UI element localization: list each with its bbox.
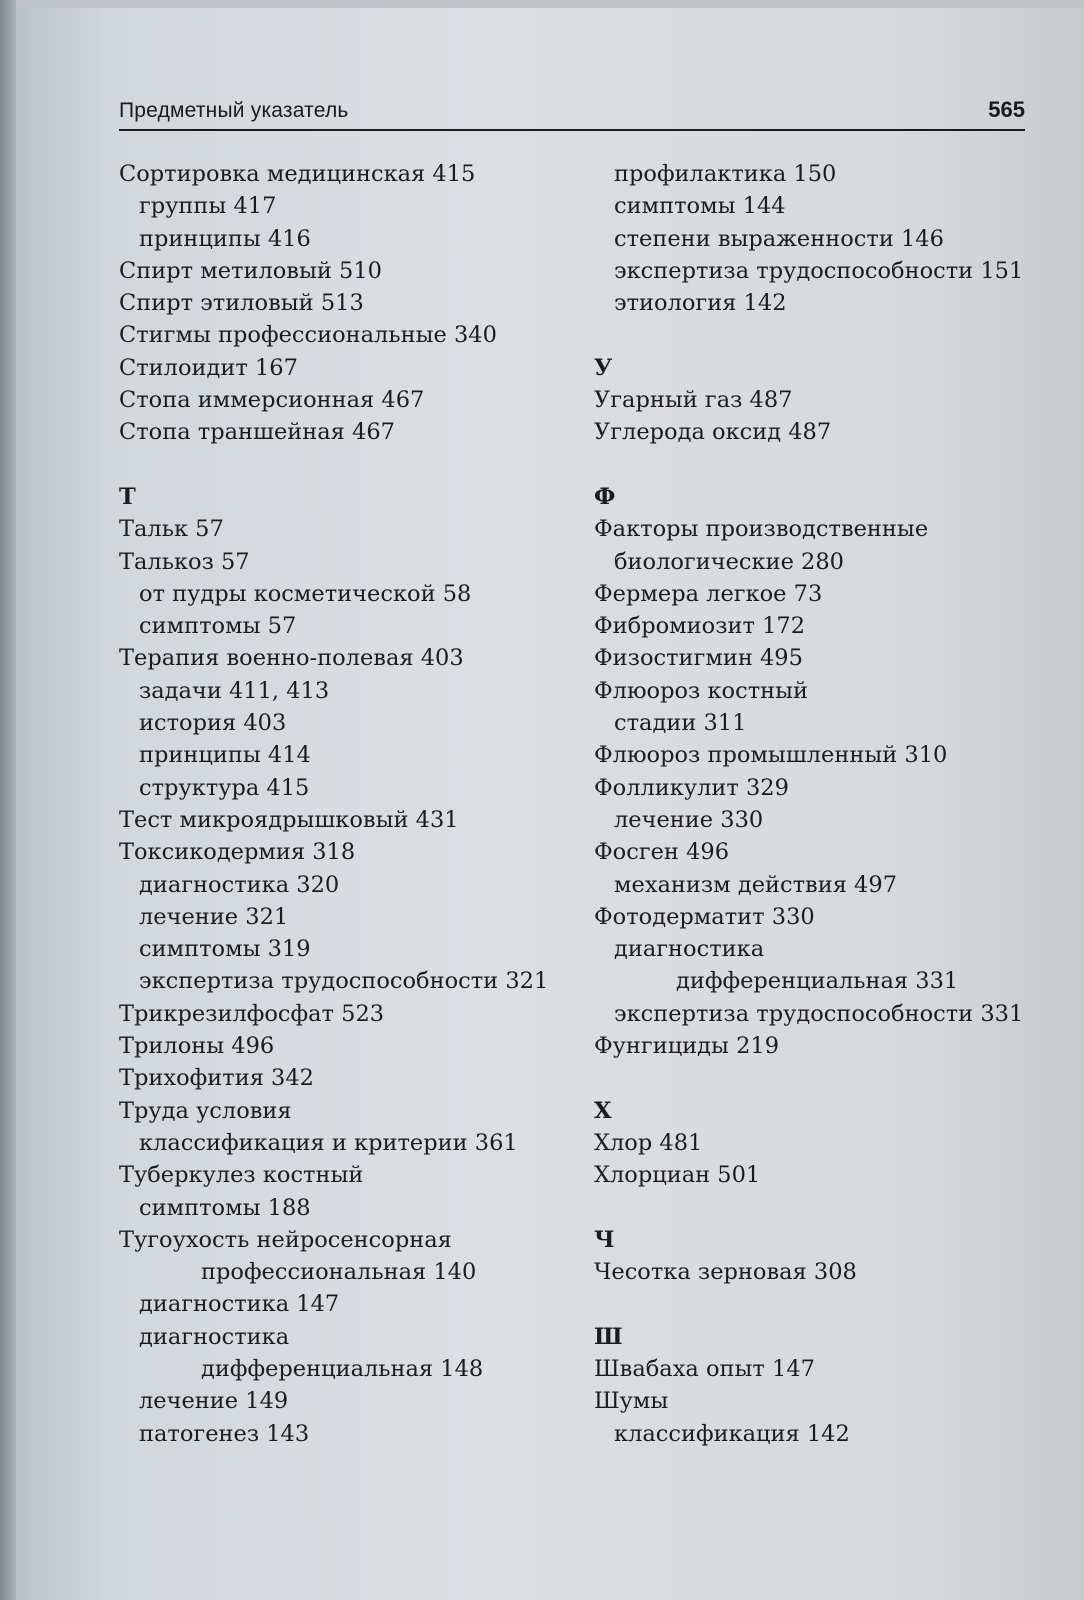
index-subentry: дифференциальная 148 [201,1355,484,1382]
running-header [119,95,1025,131]
index-subentry: механизм действия 497 [614,871,898,898]
section-spacer [594,449,1023,481]
index-entry: Флюороз промышленный 310 [594,742,948,769]
index-subentry: история 403 [139,710,287,737]
index-subentry: диагностика [139,1323,290,1350]
section-letter: У [594,354,613,381]
book-spine-shadow [0,0,16,1600]
index-subentry: симптомы 188 [139,1194,311,1221]
index-entry: Тест микроядрышковый 431 [119,806,459,833]
index-entry: Фотодерматит 330 [594,903,815,930]
index-entry: Терапия военно-полевая 403 [119,645,464,672]
index-subentry: принципы 414 [139,742,311,769]
index-entry: Тугоухость нейросенсорная [119,1226,452,1253]
index-subentry: биологические 280 [614,548,844,575]
index-subentry: патогенез 143 [139,1420,310,1447]
index-entry: Факторы производственные [594,516,929,543]
index-subentry: экспертиза трудоспособности 331 [614,1000,1024,1027]
index-column-right [594,158,1023,1450]
page-number: 565 [988,97,1025,122]
index-subentry: профилактика 150 [614,161,837,187]
index-entry: Стигмы профессиональные 340 [119,322,497,349]
index-subentry: экспертиза трудоспособности 151 [614,257,1024,284]
index-subentry: симптомы 144 [614,193,786,220]
index-entry: Стопа траншейная 467 [119,419,395,446]
header-title: Предметный указатель [119,99,349,122]
index-entry: Фосген 496 [594,839,730,866]
index-subentry: лечение 330 [614,806,764,833]
index-subentry: экспертиза трудоспособности 321 [139,968,549,995]
index-subentry: степени выраженности 146 [614,225,944,252]
index-subentry: классификация и критерии 361 [139,1129,518,1156]
index-entry: Фибромиозит 172 [594,613,806,640]
index-entry: Трихофития 342 [119,1065,314,1092]
index-subentry: лечение 149 [139,1388,289,1415]
index-subentry: диагностика 147 [139,1291,340,1318]
index-subentry: дифференциальная 331 [676,968,959,995]
section-letter: Т [119,483,136,510]
index-entry: Стилоидит 167 [119,354,298,381]
section-spacer [594,1192,1023,1224]
index-entry: Токсикодермия 318 [119,839,356,866]
index-subentry: принципы 416 [139,225,311,252]
index-entry: Хлорциан 501 [594,1162,761,1189]
index-entry: Спирт метиловый 510 [119,257,382,284]
index-entry: Фолликулит 329 [594,774,789,801]
index-subentry: симптомы 319 [139,936,311,963]
index-column-left [119,158,548,1450]
index-entry: Трилоны 496 [119,1033,275,1060]
section-spacer [594,319,1023,351]
index-subentry: от пудры косметической 58 [139,580,472,607]
index-entry: Талькоз 57 [119,548,250,575]
section-letter: Ш [594,1323,623,1350]
index-subentry: лечение 321 [139,903,289,930]
index-subentry: группы 417 [139,193,277,220]
index-entry: Труда условия [119,1097,292,1124]
section-letter: Ч [594,1226,615,1253]
index-entry: Шумы [594,1388,669,1415]
index-entry: Флюороз костный [594,677,809,704]
index-subentry: диагностика [614,936,765,963]
index-entry: Чесотка зерновая 308 [594,1259,857,1286]
index-entry: Хлор 481 [594,1129,703,1156]
index-subentry: симптомы 57 [139,613,297,640]
index-subentry: задачи 411, 413 [139,677,330,704]
section-spacer [119,449,548,481]
index-entry: Туберкулез костный [119,1162,364,1189]
index-entry: Швабаха опыт 147 [594,1355,815,1382]
index-entry: Сортировка медицинская 415 [119,161,476,187]
index-subentry: профессиональная 140 [201,1259,477,1286]
section-spacer [594,1062,1023,1094]
section-spacer [594,1288,1023,1320]
index-entry: Тальк 57 [119,516,224,543]
index-entry: Стопа иммерсионная 467 [119,387,425,414]
index-entry: Фермера легкое 73 [594,580,823,607]
index-subentry: диагностика 320 [139,871,340,898]
index-entry: Фунгициды 219 [594,1033,780,1060]
page-top-edge [16,0,1084,8]
index-entry: Спирт этиловый 513 [119,290,364,317]
index-entry: Физостигмин 495 [594,645,803,672]
index-subentry: структура 415 [139,774,310,801]
index-entry: Углерода оксид 487 [594,419,832,446]
index-subentry: стадии 311 [614,710,747,737]
section-letter: Ф [594,483,616,510]
section-letter: Х [594,1097,612,1124]
index-subentry: классификация 142 [614,1420,850,1447]
index-entry: Трикрезилфосфат 523 [119,1000,385,1027]
index-subentry: этиология 142 [614,290,787,317]
index-entry: Угарный газ 487 [594,387,793,414]
